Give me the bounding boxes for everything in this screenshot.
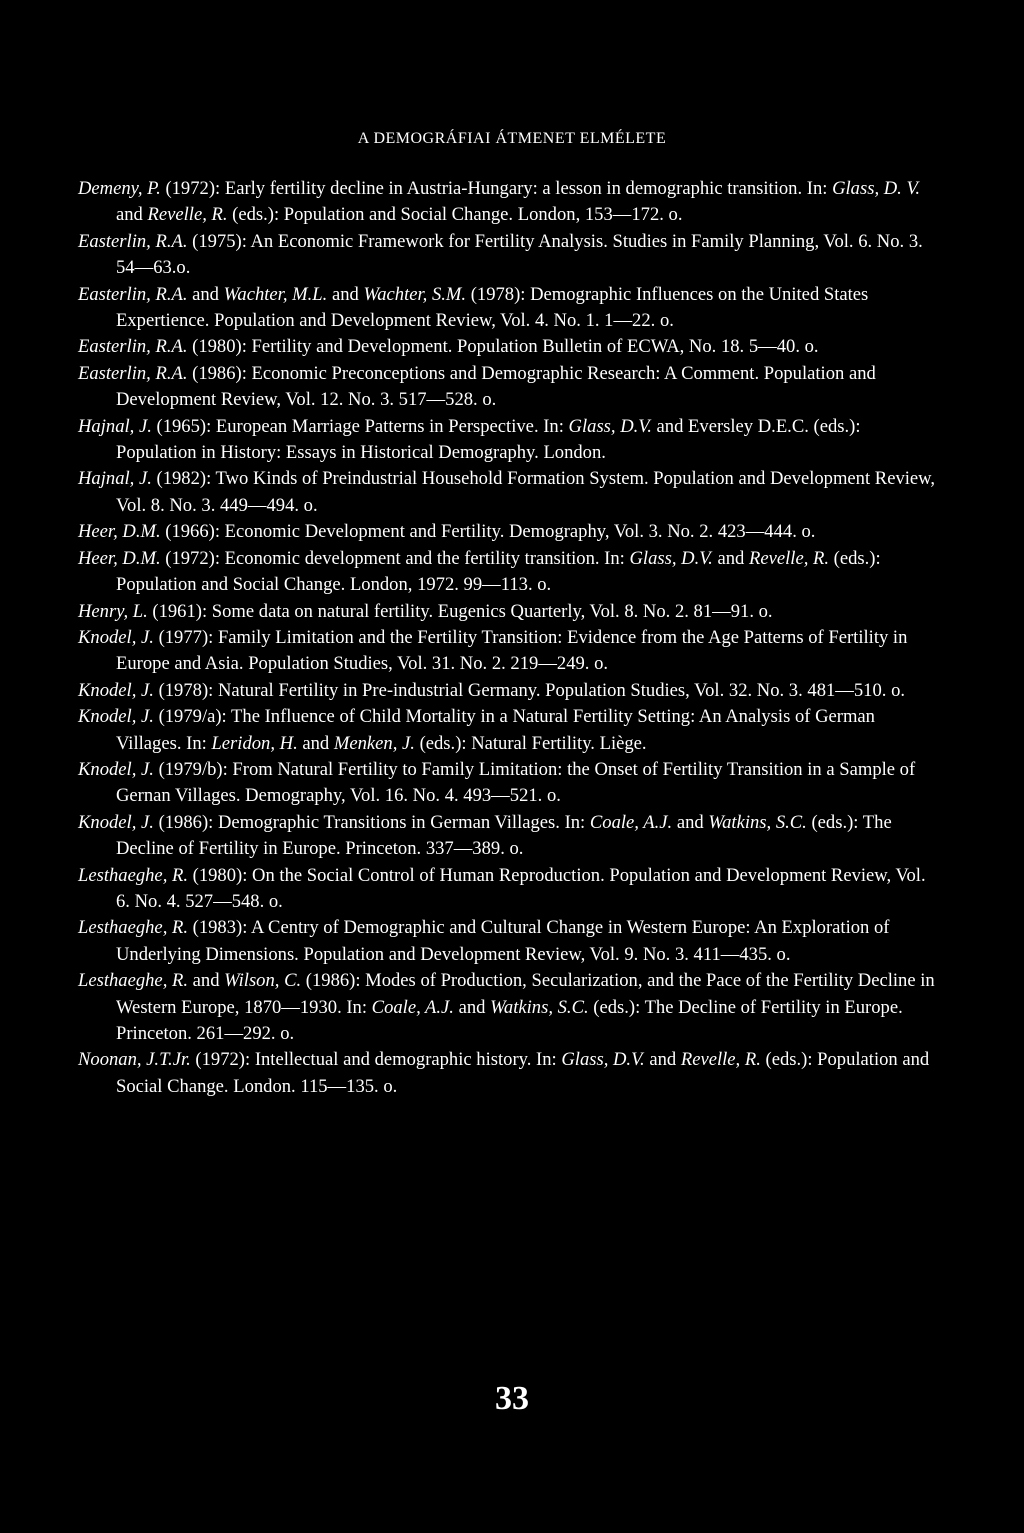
- reference-text: and: [297, 732, 334, 754]
- reference-author-or-editor: Menken, J.: [333, 732, 415, 754]
- reference-text: (1983): A Centry of Demographic and Cultural Change in Western Europe: An Exploration of Underlying Dimensions. Population and Development Review, Vol. 9. No. 3. 411—435. o.: [116, 917, 890, 965]
- reference-text: and: [644, 1049, 681, 1071]
- reference-author-or-editor: Hajnal, J.: [78, 468, 152, 490]
- reference-entry: [78, 599, 940, 625]
- reference-author-or-editor: Knodel, J.: [78, 758, 154, 780]
- reference-entry: [78, 968, 940, 1047]
- reference-text: (eds.): The Decline of Fertility in Europe. Princeton. 337—389. o.: [116, 811, 892, 860]
- reference-entry: [78, 361, 940, 414]
- reference-author-or-editor: Easterlin, R.A.: [78, 336, 188, 358]
- reference-text: (1980): Fertility and Development. Population Bulletin of ECWA, No. 18. 5—40. o.: [187, 336, 819, 358]
- reference-text: (1979/b): From Natural Fertility to Family Limitation: the Onset of Fertility Transition in a Sample of Gernan Villages. Demography, Vol. 16. No. 4. 493—521. o.: [116, 758, 916, 807]
- reference-text: (eds.): Population and Social Change. London, 153—172. o.: [227, 204, 683, 226]
- reference-author-or-editor: Lesthaeghe, R.: [78, 864, 188, 886]
- reference-text: and: [672, 811, 709, 833]
- reference-text: (1966): Economic Development and Fertility. Demography, Vol. 3. No. 2. 423—444. o.: [160, 521, 816, 543]
- reference-author-or-editor: Wachter, S.M.: [363, 283, 467, 305]
- reference-author-or-editor: Demeny, P.: [78, 178, 161, 199]
- reference-text: (1977): Family Limitation and the Fertility Transition: Evidence from the Age Patterns of Fertility in Europe and Asia. Population Studies, Vol. 31. No. 2. 219—249. o.: [116, 626, 908, 675]
- reference-text: (1986): Demographic Transitions in German Villages. In:: [153, 811, 590, 833]
- reference-author-or-editor: Revelle, R.: [680, 1049, 761, 1071]
- running-header: A DEMOGRÁFIAI ÁTMENET ELMÉLETE: [357, 130, 667, 147]
- reference-author-or-editor: Revelle, R.: [147, 204, 228, 226]
- reference-author-or-editor: Wachter, M.L.: [223, 283, 328, 305]
- reference-entry: [78, 414, 940, 467]
- reference-text: (1986): Economic Preconceptions and Demographic Research: A Comment. Population and Development Review, Vol. 12. No. 3. 517—528. o.: [116, 362, 876, 411]
- reference-author-or-editor: Revelle, R.: [749, 547, 830, 569]
- reference-text: (1972): Early fertility decline in Austria-Hungary: a lesson in demographic transition. In:: [160, 178, 833, 199]
- reference-author-or-editor: Knodel, J.: [78, 811, 154, 833]
- reference-author-or-editor: Easterlin, R.A.: [78, 362, 188, 384]
- reference-entry: [78, 757, 940, 810]
- reference-text: (1978): Demographic Influences on the United States Expertience. Population and Development Review, Vol. 4. No. 1. 1—22. o.: [116, 283, 869, 332]
- reference-author-or-editor: Glass, D.V.: [568, 415, 652, 437]
- reference-text: (eds.): Population and Social Change. London. 115—135. o.: [116, 1049, 930, 1097]
- reference-text: (1979/a): The Influence of Child Mortality in a Natural Fertility Setting: An Analysis of German Villages. In:: [116, 706, 875, 754]
- reference-text: (1972): Economic development and the fertility transition. In:: [160, 547, 630, 569]
- reference-text: (1986): Modes of Production, Secularization, and the Pace of the Fertility Decline in Western Europe, 1870—1930. In:: [116, 970, 935, 1018]
- reference-entry: [78, 625, 940, 678]
- reference-entry: [78, 915, 940, 968]
- reference-text: and: [453, 996, 491, 1018]
- reference-entry: [78, 176, 940, 229]
- reference-text: and: [327, 283, 364, 305]
- reference-author-or-editor: Watkins, S.C.: [490, 996, 589, 1018]
- reference-author-or-editor: Glass, D. V.: [832, 178, 921, 199]
- reference-author-or-editor: Knodel, J.: [78, 706, 154, 728]
- reference-author-or-editor: Knodel, J.: [78, 626, 154, 648]
- reference-author-or-editor: Knodel, J.: [78, 679, 154, 701]
- reference-author-or-editor: Easterlin, R.A.: [78, 283, 188, 305]
- reference-text: and: [712, 547, 749, 569]
- reference-entry: [78, 334, 940, 360]
- reference-author-or-editor: Leridon, H.: [211, 732, 298, 754]
- reference-entry: [78, 704, 940, 757]
- reference-text: (1978): Natural Fertility in Pre-industrial Germany. Population Studies, Vol. 32. No. 3. 481—510. o.: [153, 679, 906, 701]
- reference-entry: [78, 810, 940, 863]
- reference-author-or-editor: Glass, D.V.: [629, 547, 713, 569]
- reference-entry: [78, 282, 940, 335]
- reference-text: and: [116, 204, 148, 226]
- reference-author-or-editor: Heer, D.M.: [78, 547, 161, 569]
- reference-author-or-editor: Heer, D.M.: [78, 521, 161, 543]
- reference-author-or-editor: Coale, A.J.: [589, 811, 673, 833]
- reference-text: and Eversley D.E.C. (eds.): Population in History: Essays in Historical Demography. London.: [116, 415, 861, 464]
- reference-entry: [78, 229, 940, 282]
- reference-entry: [78, 466, 940, 519]
- reference-author-or-editor: Noonan, J.T.Jr.: [78, 1049, 191, 1071]
- reference-text: (eds.): The Decline of Fertility in Europe. Princeton. 261—292. o.: [116, 996, 903, 1044]
- reference-list: [78, 176, 940, 1100]
- reference-entry: [78, 678, 940, 704]
- reference-text: (1982): Two Kinds of Preindustrial Household Formation System. Population and Development Review, Vol. 8. No. 3. 449—494. o.: [116, 468, 936, 516]
- reference-entry: [78, 1047, 940, 1100]
- reference-text: (eds.): Natural Fertility. Liège.: [414, 732, 647, 754]
- reference-author-or-editor: Wilson, C.: [224, 970, 302, 992]
- reference-author-or-editor: Easterlin, R.A.: [78, 230, 188, 252]
- reference-text: (1975): An Economic Framework for Fertility Analysis. Studies in Family Planning, Vol. 6. No. 3. 54—63.o.: [116, 230, 923, 279]
- reference-text: (1961): Some data on natural fertility. Eugenics Quarterly, Vol. 8. No. 2. 81—91. o.: [147, 600, 773, 622]
- reference-text: (1965): European Marriage Patterns in Perspective. In:: [151, 415, 569, 437]
- reference-author-or-editor: Henry, L.: [78, 600, 148, 622]
- reference-author-or-editor: Coale, A.J.: [371, 996, 454, 1018]
- reference-text: and: [188, 970, 225, 992]
- reference-author-or-editor: Lesthaeghe, R.: [78, 917, 188, 939]
- reference-text: and: [187, 283, 224, 305]
- reference-author-or-editor: Lesthaeghe, R.: [78, 970, 188, 992]
- reference-entry: [78, 863, 940, 916]
- reference-text: (1980): On the Social Control of Human Reproduction. Population and Development Review, Vol. 6. No. 4. 527—548. o.: [116, 864, 926, 912]
- reference-author-or-editor: Watkins, S.C.: [708, 811, 807, 833]
- page-number: 33: [495, 1380, 529, 1417]
- reference-text: (1972): Intellectual and demographic history. In:: [190, 1049, 562, 1071]
- reference-author-or-editor: Hajnal, J.: [78, 415, 152, 437]
- reference-author-or-editor: Glass, D.V.: [561, 1049, 645, 1071]
- reference-entry: [78, 546, 940, 599]
- reference-entry: [78, 519, 940, 545]
- reference-text: (eds.): Population and Social Change. London, 1972. 99—113. o.: [116, 547, 881, 596]
